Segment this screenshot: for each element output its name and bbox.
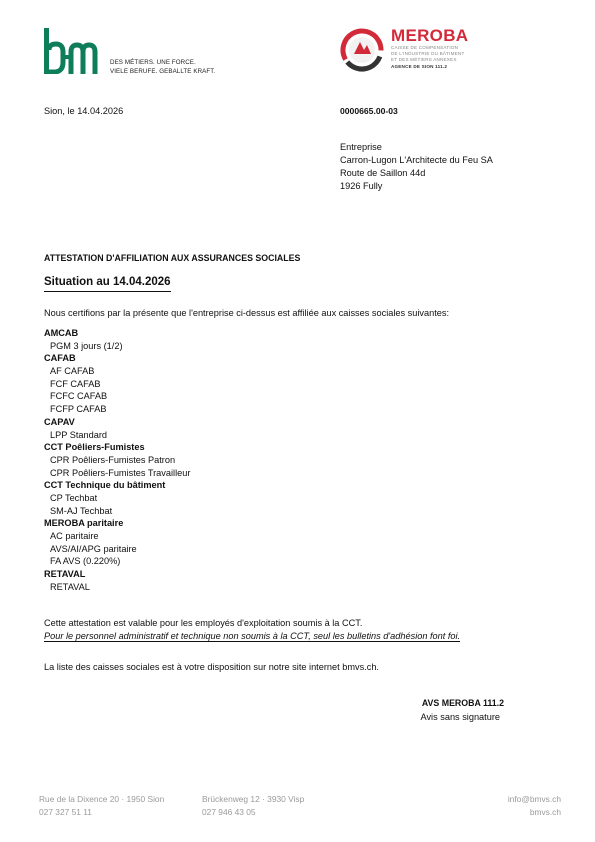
footer-visp-address: Brückenweg 12 · 3930 Visp	[202, 794, 305, 804]
list-item: FA AVS (0.220%)	[50, 556, 121, 567]
situation-heading: Situation au 14.04.2026	[44, 276, 171, 292]
list-item: RETAVAL	[50, 581, 90, 592]
meroba-subtitle	[391, 45, 464, 70]
meroba-sub-line4: AGENCE DE SION 111.2	[391, 63, 448, 69]
list-item: SM-AJ Techbat	[50, 505, 113, 516]
reference-number: 0000665.00-03	[340, 106, 398, 116]
footer-contact	[508, 793, 561, 819]
footer-sion-phone: 027 327 51 11	[39, 807, 92, 817]
document-title: ATTESTATION D'AFFILIATION AUX ASSURANCES SOCIALES	[44, 253, 301, 263]
recipient-line4: 1926 Fully	[340, 181, 383, 191]
recipient-address	[340, 141, 493, 193]
affiliation-list	[44, 327, 190, 593]
list-item: CP Techbat	[50, 492, 98, 503]
meroba-sub-line3: ET DES MÉTIERS ANNEXES	[391, 57, 457, 63]
group-heading: CAFAB	[44, 353, 76, 364]
meroba-emblem-icon	[340, 28, 384, 72]
list-item: FCF CAFAB	[50, 378, 101, 389]
footer-sion	[39, 793, 164, 819]
recipient-line1: Entreprise	[340, 142, 382, 152]
meroba-sub-line2: DE L'INDUSTRIE DU BÂTIMENT	[391, 51, 465, 57]
place-date: Sion, le 14.04.2026	[44, 106, 124, 116]
validity-note-italic	[44, 630, 460, 643]
list-item: AF CAFAB	[50, 366, 95, 377]
list-item: FCFP CAFAB	[50, 404, 107, 415]
footer-visp	[202, 793, 304, 819]
bm-tagline-line2: VIELE BERUFE. GEBALLTE KRAFT.	[110, 68, 216, 75]
footer-visp-phone: 027 946 43 05	[202, 807, 256, 817]
group-heading: CCT Technique du bâtiment	[44, 480, 166, 491]
group-heading: AMCAB	[44, 328, 79, 338]
bmvs-note: La liste des caisses sociales est à votre disposition sur notre site internet bmvs.ch.	[44, 662, 379, 672]
validity-part-b: seul les bulletins d'adhésion font foi.	[313, 631, 461, 641]
list-item: LPP Standard	[50, 429, 108, 440]
meroba-sub-line1: CAISSE DE COMPENSATION	[391, 45, 459, 50]
intro-text: Nous certifions par la présente que l'entreprise ci-dessus est affiliée aux caisses sociales suivantes:	[44, 308, 450, 318]
group-heading: CAPAV	[44, 416, 75, 427]
list-item: FCFC CAFAB	[50, 391, 108, 402]
signature-org: AVS MEROBA 111.2	[421, 698, 504, 708]
recipient-line3: Route de Saillon 44d	[340, 168, 426, 178]
group-heading: CCT Poêliers-Fumistes	[44, 442, 145, 453]
group-heading: MEROBA paritaire	[44, 518, 124, 529]
validity-note: Cette attestation est valable pour les employés d'exploitation soumis à la CCT.	[44, 618, 363, 628]
footer-email-link[interactable]: info@bmvs.ch	[507, 794, 561, 804]
footer-website-link[interactable]: bmvs.ch	[529, 807, 561, 817]
recipient-line2: Carron-Lugon L'Architecte du Feu SA	[340, 155, 493, 165]
meroba-name: MEROBA	[391, 26, 469, 45]
list-item: CPR Poêliers-Fumistes Patron	[50, 454, 176, 465]
bm-logo	[44, 28, 100, 74]
list-item: AC paritaire	[50, 531, 99, 541]
validity-part-a: Pour le personnel administratif et technique non soumis à la CCT,	[44, 631, 311, 641]
signature-note: Avis sans signature	[420, 712, 500, 722]
bm-tagline-line1: DES MÉTIERS. UNE FORCE.	[110, 59, 196, 66]
list-item: AVS/AI/APG paritaire	[50, 543, 137, 554]
list-item: PGM 3 jours (1/2)	[50, 340, 123, 351]
group-heading: RETAVAL	[44, 569, 86, 580]
footer-sion-address: Rue de la Dixence 20 · 1950 Sion	[39, 794, 165, 804]
list-item: CPR Poêliers-Fumistes Travailleur	[50, 467, 191, 478]
bm-tagline	[110, 58, 215, 76]
